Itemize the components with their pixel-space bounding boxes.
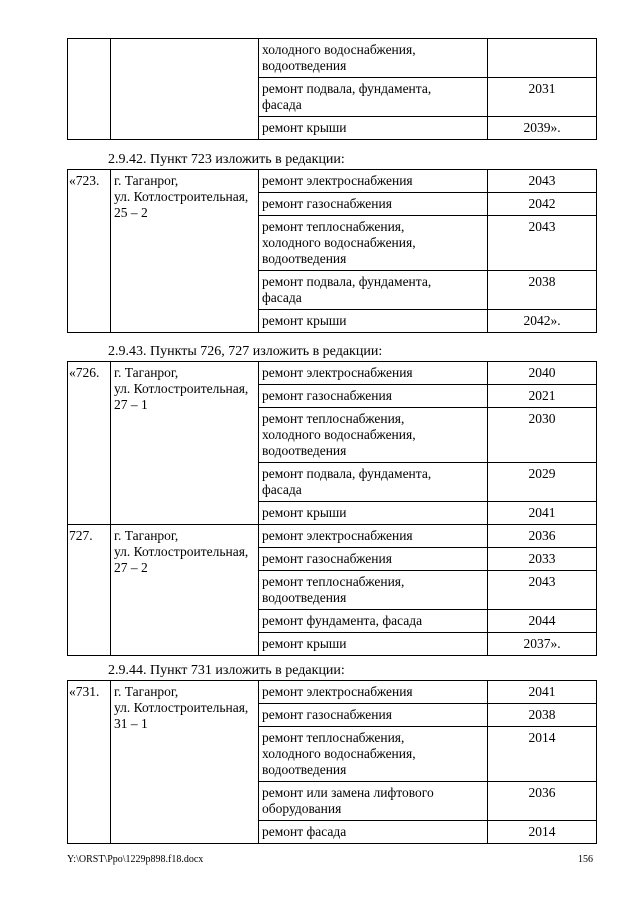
- work-type-cell: ремонт крыши: [259, 502, 488, 525]
- table-row: [68, 525, 597, 548]
- year-cell: 2029: [488, 463, 597, 502]
- work-type-cell: ремонт крыши: [259, 310, 488, 333]
- work-type-cell: ремонт теплоснабжения, холодного водоснабжения, водоотведения: [259, 408, 488, 463]
- table-items-726-727: [67, 361, 597, 656]
- section-caption-731: 2.9.44. Пункт 731 изложить в редакции:: [108, 663, 345, 678]
- work-type-cell: ремонт электроснабжения: [259, 525, 488, 548]
- item-number-cell: [68, 39, 111, 140]
- address-cell: г. Таганрог, ул. Котлостроительная, 31 – 1: [111, 681, 259, 844]
- work-type-cell: ремонт электроснабжения: [259, 170, 488, 193]
- section-caption-723: 2.9.42. Пункт 723 изложить в редакции:: [108, 152, 345, 167]
- year-cell: 2041: [488, 502, 597, 525]
- table-item-731: [67, 680, 597, 844]
- work-type-cell: ремонт крыши: [259, 117, 488, 140]
- year-cell: 2042: [488, 193, 597, 216]
- address-cell: г. Таганрог, ул. Котлостроительная, 27 – 2: [111, 525, 259, 656]
- work-type-cell: ремонт газоснабжения: [259, 704, 488, 727]
- work-type-cell: ремонт электроснабжения: [259, 362, 488, 385]
- year-cell: 2014: [488, 821, 597, 844]
- year-cell: 2038: [488, 271, 597, 310]
- year-cell: 2042».: [488, 310, 597, 333]
- table-row: [68, 681, 597, 704]
- work-type-cell: ремонт подвала, фундамента, фасада: [259, 271, 488, 310]
- work-type-cell: холодного водоснабжения, водоотведения: [259, 39, 488, 78]
- item-number-cell: «726.: [68, 362, 111, 525]
- work-type-cell: ремонт подвала, фундамента, фасада: [259, 463, 488, 502]
- year-cell: 2033: [488, 548, 597, 571]
- work-type-cell: ремонт фундамента, фасада: [259, 610, 488, 633]
- year-cell: 2030: [488, 408, 597, 463]
- year-cell: 2031: [488, 78, 597, 117]
- address-cell: г. Таганрог, ул. Котлостроительная, 27 – 1: [111, 362, 259, 525]
- year-cell: 2041: [488, 681, 597, 704]
- work-type-cell: ремонт теплоснабжения, холодного водоснабжения, водоотведения: [259, 727, 488, 782]
- year-cell: 2043: [488, 216, 597, 271]
- table-row: [68, 362, 597, 385]
- year-cell: 2038: [488, 704, 597, 727]
- work-type-cell: ремонт или замена лифтового оборудования: [259, 782, 488, 821]
- work-type-cell: ремонт газоснабжения: [259, 548, 488, 571]
- work-type-cell: ремонт теплоснабжения, водоотведения: [259, 571, 488, 610]
- year-cell: 2039».: [488, 117, 597, 140]
- item-number-cell: «723.: [68, 170, 111, 333]
- year-cell: 2036: [488, 525, 597, 548]
- year-cell: 2014: [488, 727, 597, 782]
- work-type-cell: ремонт электроснабжения: [259, 681, 488, 704]
- item-number-cell: 727.: [68, 525, 111, 656]
- year-cell: 2044: [488, 610, 597, 633]
- year-cell: 2036: [488, 782, 597, 821]
- year-cell: [488, 39, 597, 78]
- table-row: [68, 170, 597, 193]
- year-cell: 2037».: [488, 633, 597, 656]
- work-type-cell: ремонт крыши: [259, 633, 488, 656]
- work-type-cell: ремонт подвала, фундамента, фасада: [259, 78, 488, 117]
- table-continued: [67, 38, 597, 140]
- year-cell: 2040: [488, 362, 597, 385]
- table-item-723: [67, 169, 597, 333]
- footer-page-number: 156: [578, 854, 593, 865]
- table-row: [68, 39, 597, 78]
- footer-file-path: Y:\ORST\Ppo\1229p898.f18.docx: [67, 854, 204, 865]
- item-number-cell: «731.: [68, 681, 111, 844]
- work-type-cell: ремонт газоснабжения: [259, 193, 488, 216]
- year-cell: 2043: [488, 571, 597, 610]
- section-caption-726-727: 2.9.43. Пункты 726, 727 изложить в редакции:: [108, 344, 383, 359]
- address-cell: г. Таганрог, ул. Котлостроительная, 25 – 2: [111, 170, 259, 333]
- address-cell: [111, 39, 259, 140]
- year-cell: 2043: [488, 170, 597, 193]
- work-type-cell: ремонт фасада: [259, 821, 488, 844]
- work-type-cell: ремонт теплоснабжения, холодного водоснабжения, водоотведения: [259, 216, 488, 271]
- work-type-cell: ремонт газоснабжения: [259, 385, 488, 408]
- year-cell: 2021: [488, 385, 597, 408]
